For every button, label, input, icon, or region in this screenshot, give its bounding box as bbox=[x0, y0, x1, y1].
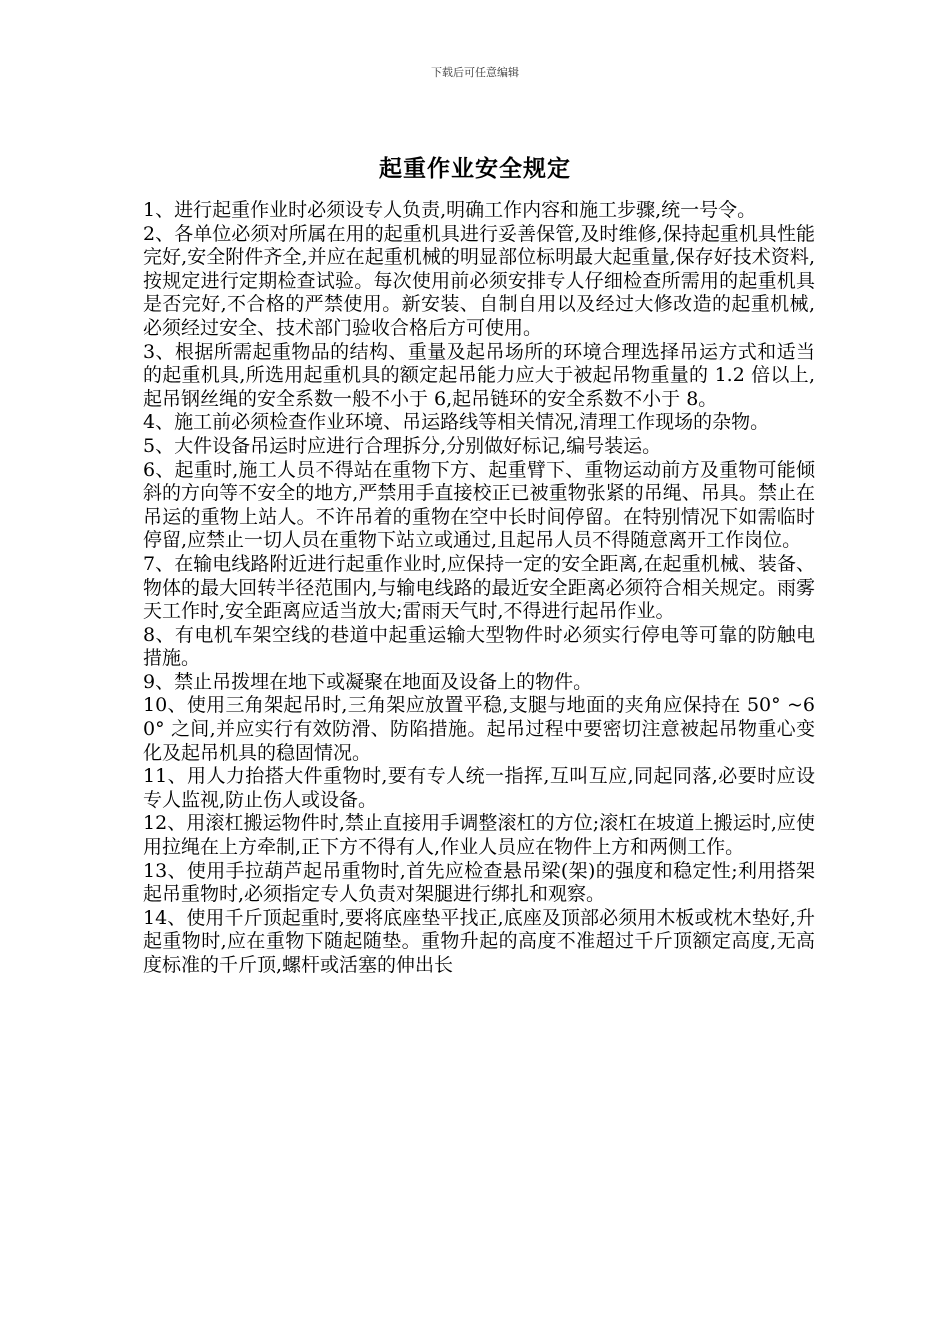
document-title: 起重作业安全规定 bbox=[379, 156, 571, 182]
paragraph-13: 13、使用手拉葫芦起吊重物时,首先应检查悬吊梁(架)的强度和稳定性;利用搭架起吊重物时,必须指定专人负责对架腿进行绑扎和观察。 bbox=[143, 859, 815, 906]
paragraph-9: 9、禁止吊拨埋在地下或凝聚在地面及设备上的物件。 bbox=[143, 670, 593, 693]
paragraph-8: 8、有电机车架空线的巷道中起重运输大型物件时必须实行停电等可靠的防触电措施。 bbox=[143, 623, 815, 670]
paragraph-12: 12、用滚杠搬运物件时,禁止直接用手调整滚杠的方位;滚杠在坡道上搬运时,应使用拉绳在上方牵制,正下方不得有人,作业人员应在物件上方和两侧工作。 bbox=[143, 812, 815, 859]
paragraph-1: 1、进行起重作业时必须设专人负责,明确工作内容和施工步骤,统一号令。 bbox=[143, 199, 757, 221]
paragraph-3: 3、根据所需起重物品的结构、重量及起吊场所的环境合理选择吊运方式和适当的起重机具,所选用起重机具的额定起吊能力应大于被起吊物重量的 1.2 倍以上,起吊钢丝绳的安全系数一般不小于 6,起吊链环的安全系数不小于 8。 bbox=[143, 340, 815, 410]
paragraph-10: 10、使用三角架起吊时,三角架应放置平稳,支腿与地面的夹角应保持在 50° ~60° 之间,并应实行有效防滑、防陷措施。起吊过程中要密切注意被起吊物重心变化及起吊机具的稳固情况。 bbox=[143, 694, 815, 764]
document-body bbox=[143, 199, 815, 978]
paragraph-7: 7、在输电线路附近进行起重作业时,应保持一定的安全距离,在起重机械、装备、物体的最大回转半径范围内,与输电线路的最近安全距离必须符合相关规定。雨雾天工作时,安全距离应适当放大;雷雨天气时,不得进行起吊作业。 bbox=[143, 552, 815, 623]
page-header-note: 下载后可任意编辑 bbox=[431, 66, 519, 79]
paragraph-4: 4、施工前必须检查作业环境、吊运路线等相关情况,清理工作现场的杂物。 bbox=[143, 411, 770, 434]
paragraph-6: 6、起重时,施工人员不得站在重物下方、起重臂下、重物运动前方及重物可能倾斜的方向等不安全的地方,严禁用手直接校正已被重物张紧的吊绳、吊具。禁止在吊运的重物上站人。不许吊着的重物在空中长时间停留。在特别情况下如需临时停留,应禁止一切人员在重物下站立或通过,且起吊人员不得随意离开工作岗位。 bbox=[143, 458, 815, 552]
paragraph-2: 2、各单位必须对所属在用的起重机具进行妥善保管,及时维修,保持起重机具性能完好,安全附件齐全,并应在起重机械的明显部位标明最大起重量,保存好技术资料,按规定进行定期检查试验。每次使用前必须安排专人仔细检查所需用的起重机具是否完好,不合格的严禁使用。新安装、自制自用以及经过大修改造的起重机械,必须经过安全、技术部门验收合格后方可使用。 bbox=[143, 222, 815, 339]
paragraph-14: 14、使用千斤顶起重时,要将底座垫平找正,底座及顶部必须用木板或枕木垫好,升起重物时,应在重物下随起随垫。重物升起的高度不准超过千斤顶额定高度,无高度标准的千斤顶,螺杆或活塞的伸出长 bbox=[143, 906, 815, 976]
paragraph-11: 11、用人力抬搭大件重物时,要有专人统一指挥,互叫互应,同起同落,必要时应设专人监视,防止伤人或设备。 bbox=[143, 765, 815, 811]
paragraph-5: 5、大件设备吊运时应进行合理拆分,分别做好标记,编号装运。 bbox=[143, 434, 662, 457]
